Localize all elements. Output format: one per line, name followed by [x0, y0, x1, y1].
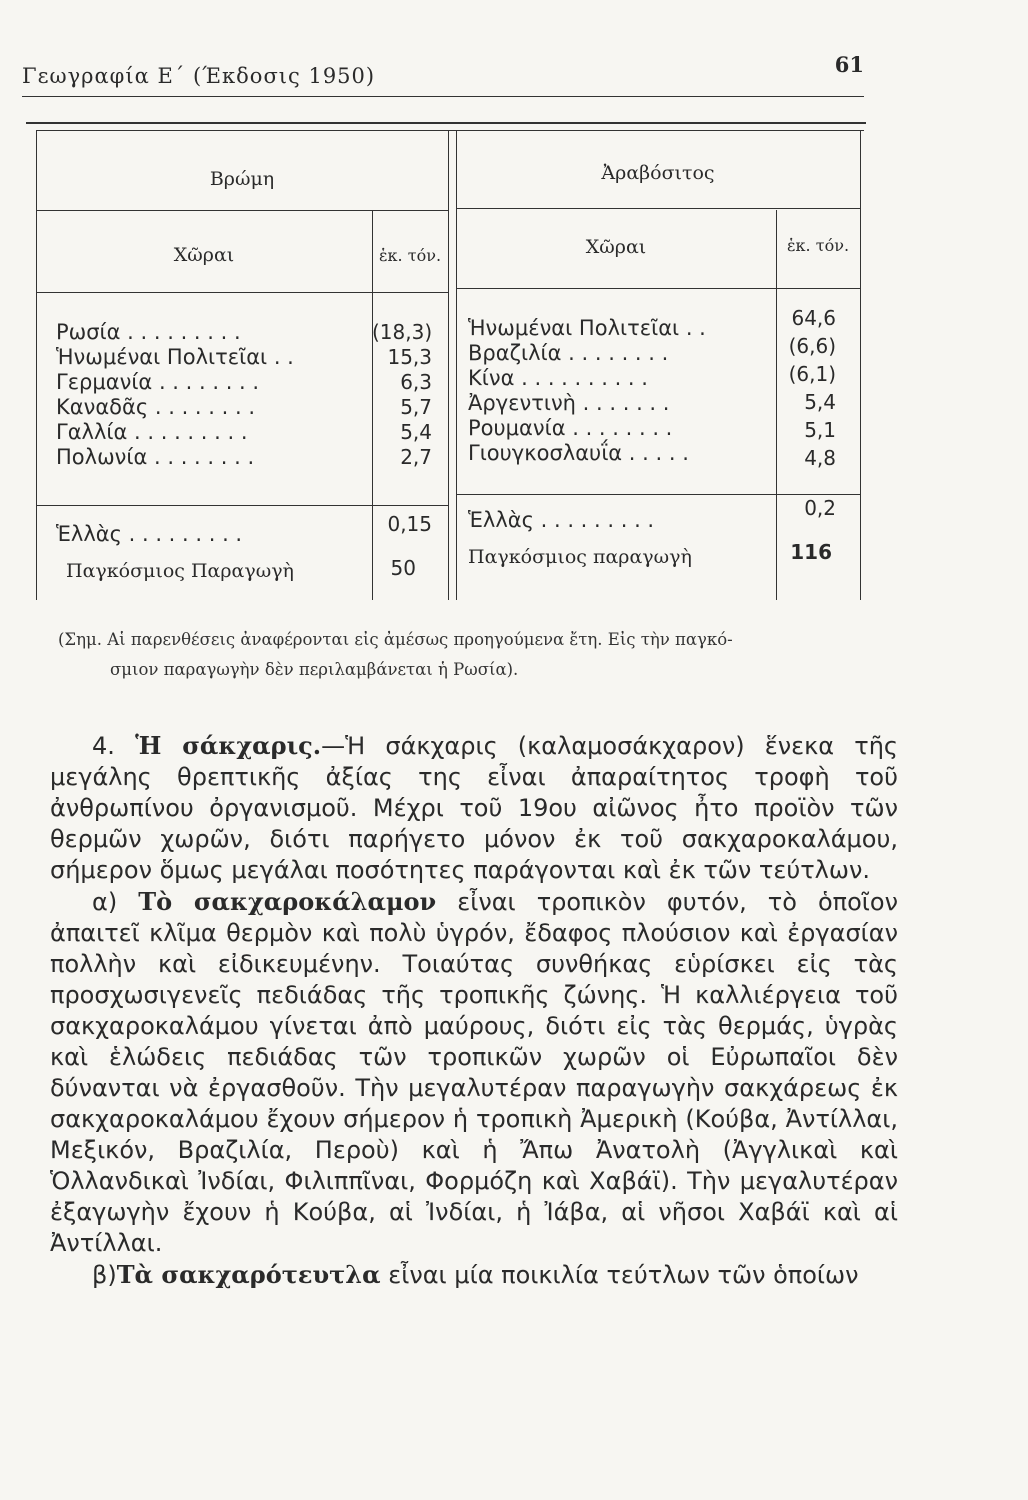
- maize-header-rule: [456, 288, 860, 289]
- wheat-value: 5,7: [400, 395, 432, 419]
- maize-greece-value: 0,2: [804, 496, 836, 520]
- wheat-col-unit: ἑκ. τόν.: [378, 246, 442, 265]
- sugarcane-term: Τὸ σακχαροκάλαμον: [138, 887, 437, 916]
- wheat-country: Ρωσία . . . . . . . . .: [56, 320, 241, 344]
- wheat-country: Γερμανία . . . . . . . .: [56, 370, 260, 394]
- table-note-line2: σμιον παραγωγὴν δὲν περιλαμβάνεται ἡ Ρωσία).: [110, 660, 519, 679]
- table-top-rule: [26, 122, 866, 124]
- book-title: Γεωγραφία Ε΄ (Έκδοσις 1950): [22, 64, 376, 88]
- wheat-value: 15,3: [387, 345, 432, 369]
- section-sugar: [50, 730, 898, 1291]
- maize-country: Κίνα . . . . . . . . . .: [468, 366, 648, 390]
- maize-country: Γιουγκοσλαυΐα . . . . .: [468, 441, 689, 465]
- maize-value: (6,1): [788, 362, 836, 386]
- sugarbeet-text: εἶναι μία ποικιλία τεύτλων τῶν ὁποίων: [388, 1261, 859, 1289]
- table-right-border: [860, 130, 861, 600]
- subsection-b-label: β): [92, 1261, 117, 1289]
- wheat-country: Ἡνωμέναι Πολιτεῖαι . .: [56, 345, 294, 369]
- wheat-value: 6,3: [400, 370, 432, 394]
- sugarcane-paragraph: [50, 886, 898, 1259]
- table-left-border: [36, 130, 37, 600]
- table-divider-right: [456, 130, 457, 600]
- table-top-rule-inner: [36, 130, 864, 131]
- sugar-intro-paragraph: [50, 730, 898, 886]
- wheat-totals-rule: [36, 505, 448, 506]
- wheat-country: Γαλλία . . . . . . . . .: [56, 420, 248, 444]
- maize-table-title: Ἀραβόσιτος: [601, 162, 715, 184]
- wheat-value: 5,4: [400, 420, 432, 444]
- subsection-a-label: α): [92, 888, 118, 916]
- maize-country: Ἡνωμέναι Πολιτεῖαι . .: [468, 316, 706, 340]
- wheat-header-rule: [36, 292, 448, 293]
- wheat-title-rule: [36, 210, 448, 211]
- maize-country: Βραζιλία . . . . . . . .: [468, 341, 669, 365]
- section-intro-text: —Ἡ σάκχαρις (καλαμοσάκχαρον) ἕνεκα τῆς μεγάλης θρεπτικῆς ἀξίας της εἶναι ἀπαραίτητος τροφὴ τοῦ ἀνθρωπίνου ὀργανισμοῦ. Μέχρι τοῦ 19ου αἰῶνος ἦτο προϊὸν τῶν θερμῶν χωρῶν, διότι παρήγετο μόνον ἐκ τοῦ σακχαροκαλάμου, σήμερον ὅμως μεγάλαι ποσότητες παράγονται καὶ ἐκ τῶν τεύτλων.: [50, 732, 898, 884]
- maize-country: Ρουμανία . . . . . . . .: [468, 416, 673, 440]
- maize-value: (6,6): [788, 334, 836, 358]
- maize-col-country: Χῶραι: [585, 236, 647, 258]
- maize-greece-country: Ἑλλὰς . . . . . . . . .: [468, 508, 655, 532]
- wheat-country: Πολωνία . . . . . . . .: [56, 445, 255, 469]
- maize-world-value: 116: [790, 540, 832, 564]
- sugarcane-text: εἶναι τροπικὸν φυτόν, τὸ ὁποῖον ἀπαιτεῖ κλῖμα θερμὸν καὶ πολὺ ὑγρόν, ἔδαφος πλούσιον καὶ ἐργασίαν πολλὴν καὶ εἰδικευμένην. Τοιαύτας συνθήκας εὑρίσκει εἰς τὰς προσχωσιγενεῖς πεδιάδας τῆς τροπικῆς ζώνης. Ἡ καλλιέργεια τοῦ σακχαροκαλάμου γίνεται ἀπὸ μαύρους, διότι εἰς τὰς θερμάς, ὑγρὰς καὶ ἑλώδεις πεδιάδας τῶν τροπικῶν χωρῶν οἱ Εὐρωπαῖοι δὲν δύνανται νὰ ἐργασθοῦν. Τὴν μεγαλυτέραν παραγωγὴν σακχάρεως ἐκ σακχαροκαλάμου ἔχουν σήμερον ἡ τροπικὴ Ἀμερικὴ (Κούβα, Ἀντίλλαι, Μεξικόν, Βραζιλία, Περοὺ) καὶ ἡ Ἄπω Ἀνατολὴ (Ἀγγλικαὶ καὶ Ὁλλανδικαὶ Ἰνδίαι, Φιλιππῖναι, Φορμόζη καὶ Χαβάϊ). Τὴν μεγαλυτέραν ἐξαγωγὴν ἔχουν ἡ Κούβα, αἱ Ἰνδίαι, ἡ Ἰάβα, αἱ νῆσοι Χαβάϊ καὶ αἱ Ἀντίλλαι.: [50, 888, 898, 1257]
- wheat-country: Καναδᾶς . . . . . . . .: [56, 395, 256, 419]
- wheat-table-title: Βρώμη: [209, 168, 275, 190]
- wheat-greece-country: Ἑλλὰς . . . . . . . . .: [56, 522, 243, 546]
- maize-value: 5,4: [804, 390, 836, 414]
- wheat-greece-value: 0,15: [387, 512, 432, 536]
- wheat-value: 2,7: [400, 445, 432, 469]
- maize-totals-rule: [456, 494, 860, 495]
- maize-country: Ἀργεντινὴ . . . . . . .: [468, 391, 670, 415]
- maize-value: 5,1: [804, 418, 836, 442]
- sugarbeet-term: Τὰ σακχαρότευτλα: [116, 1260, 381, 1289]
- table-divider-left: [448, 130, 449, 600]
- section-number: 4.: [92, 732, 115, 760]
- wheat-value: (18,3): [372, 320, 433, 344]
- maize-title-rule: [456, 208, 860, 209]
- wheat-world-value: 50: [390, 556, 416, 580]
- maize-world-label: Παγκόσμιος παραγωγὴ: [468, 546, 692, 568]
- maize-col-unit: ἑκ. τόν.: [786, 236, 850, 255]
- wheat-world-label: Παγκόσμιος Παραγωγὴ: [66, 560, 294, 582]
- table-note-line1: (Σημ. Αἱ παρενθέσεις ἀναφέρονται εἰς ἀμέσως προηγούμενα ἔτη. Εἰς τὴν παγκό-: [58, 630, 733, 649]
- maize-value: 4,8: [804, 446, 836, 470]
- sugarbeet-paragraph: [50, 1259, 898, 1291]
- section-heading: Ἡ σάκχαρις.: [135, 731, 322, 760]
- wheat-col-country: Χῶραι: [173, 244, 235, 266]
- running-header: [22, 52, 864, 97]
- page-number: 61: [834, 52, 864, 77]
- maize-value: 64,6: [791, 306, 836, 330]
